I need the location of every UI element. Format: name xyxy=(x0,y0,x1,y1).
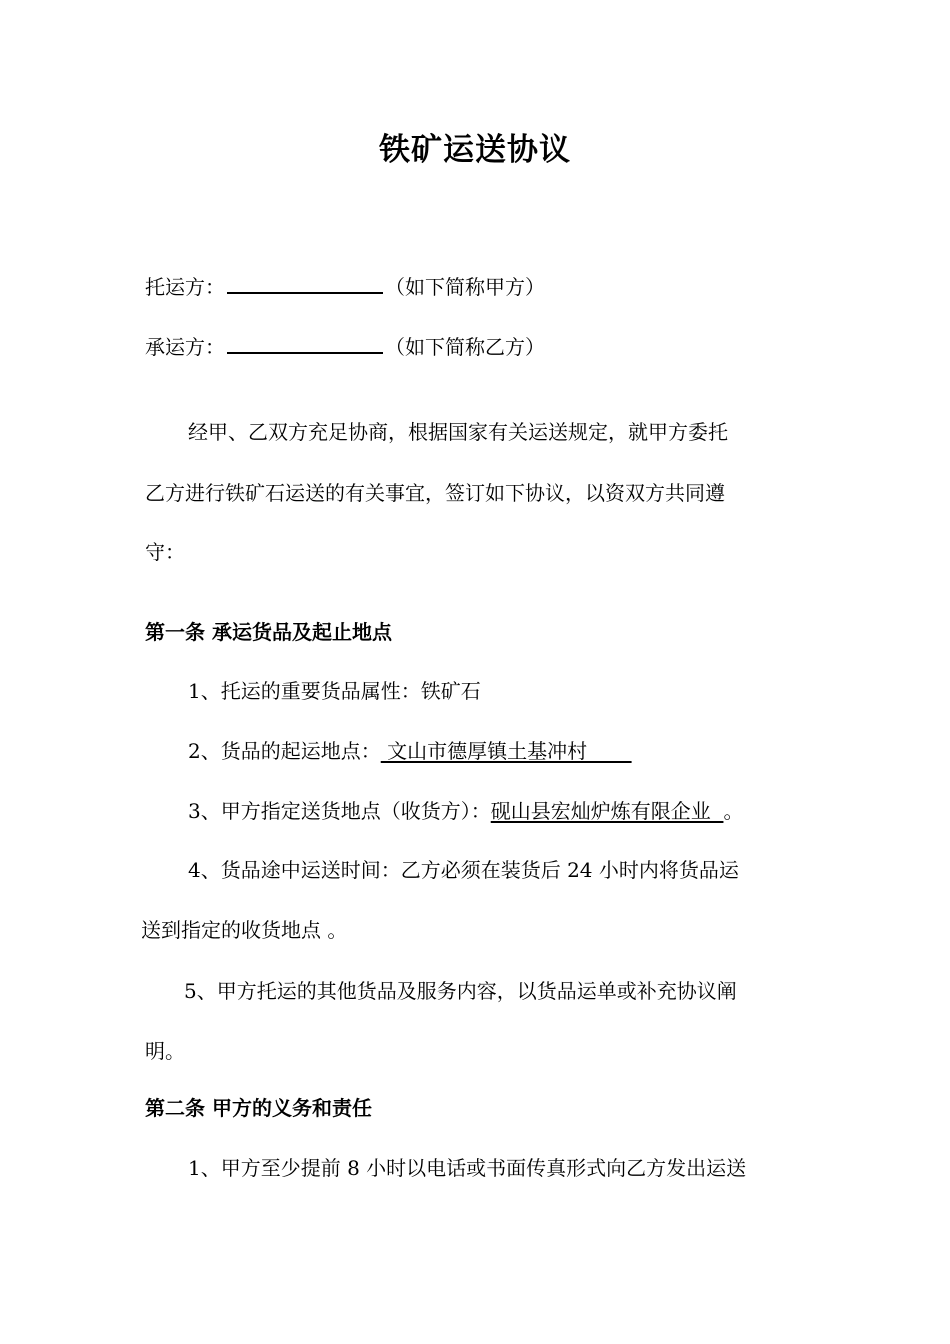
article-1-item-2 xyxy=(188,739,632,763)
intro-line-2: 乙方进行铁矿石运送的有关事宜，签订如下协议，以资双方共同遵 xyxy=(145,481,725,505)
carrier-blank xyxy=(227,334,383,354)
article-1-item-1: 1、托运的重要货品属性：铁矿石 xyxy=(188,679,481,703)
article-1-heading: 第一条 承运货品及起止地点 xyxy=(145,620,392,644)
article-1-item-5-line-1: 5、甲方托运的其他货品及服务内容，以货品运单或补充协议阐 xyxy=(184,979,737,1003)
shipper-note: （如下简称甲方） xyxy=(385,275,545,299)
intro-line-1: 经甲、乙双方充足协商，根据国家有关运送规定，就甲方委托 xyxy=(188,420,728,444)
intro-line-3: 守： xyxy=(145,540,185,564)
origin-label: 2、货品的起运地点： xyxy=(188,739,381,763)
shipper-line xyxy=(145,274,545,299)
shipper-label: 托运方： xyxy=(145,275,225,299)
article-2-item-1-line-1: 1、甲方至少提前 8 小时以电话或书面传真形式向乙方发出运送 xyxy=(188,1156,747,1180)
origin-value: 文山市德厚镇土基冲村 xyxy=(380,739,632,763)
destination-end: 。 xyxy=(723,799,744,823)
article-1-item-3 xyxy=(188,799,743,823)
article-2-heading: 第二条 甲方的义务和责任 xyxy=(145,1096,372,1120)
article-1-item-5-line-2: 明。 xyxy=(145,1039,185,1063)
carrier-line xyxy=(145,334,545,359)
destination-value: 砚山县宏灿炉炼有限企业 xyxy=(490,799,724,823)
article-1-item-4-line-1: 4、货品途中运送时间：乙方必须在装货后 24 小时内将货品运 xyxy=(188,858,739,882)
destination-label: 3、甲方指定送货地点（收货方）： xyxy=(188,799,491,823)
article-1-item-4-line-2: 送到指定的收货地点 。 xyxy=(141,918,348,942)
carrier-label: 承运方： xyxy=(145,335,225,359)
shipper-blank xyxy=(227,274,383,294)
document-title: 铁矿运送协议 xyxy=(379,132,571,168)
carrier-note: （如下简称乙方） xyxy=(385,335,545,359)
